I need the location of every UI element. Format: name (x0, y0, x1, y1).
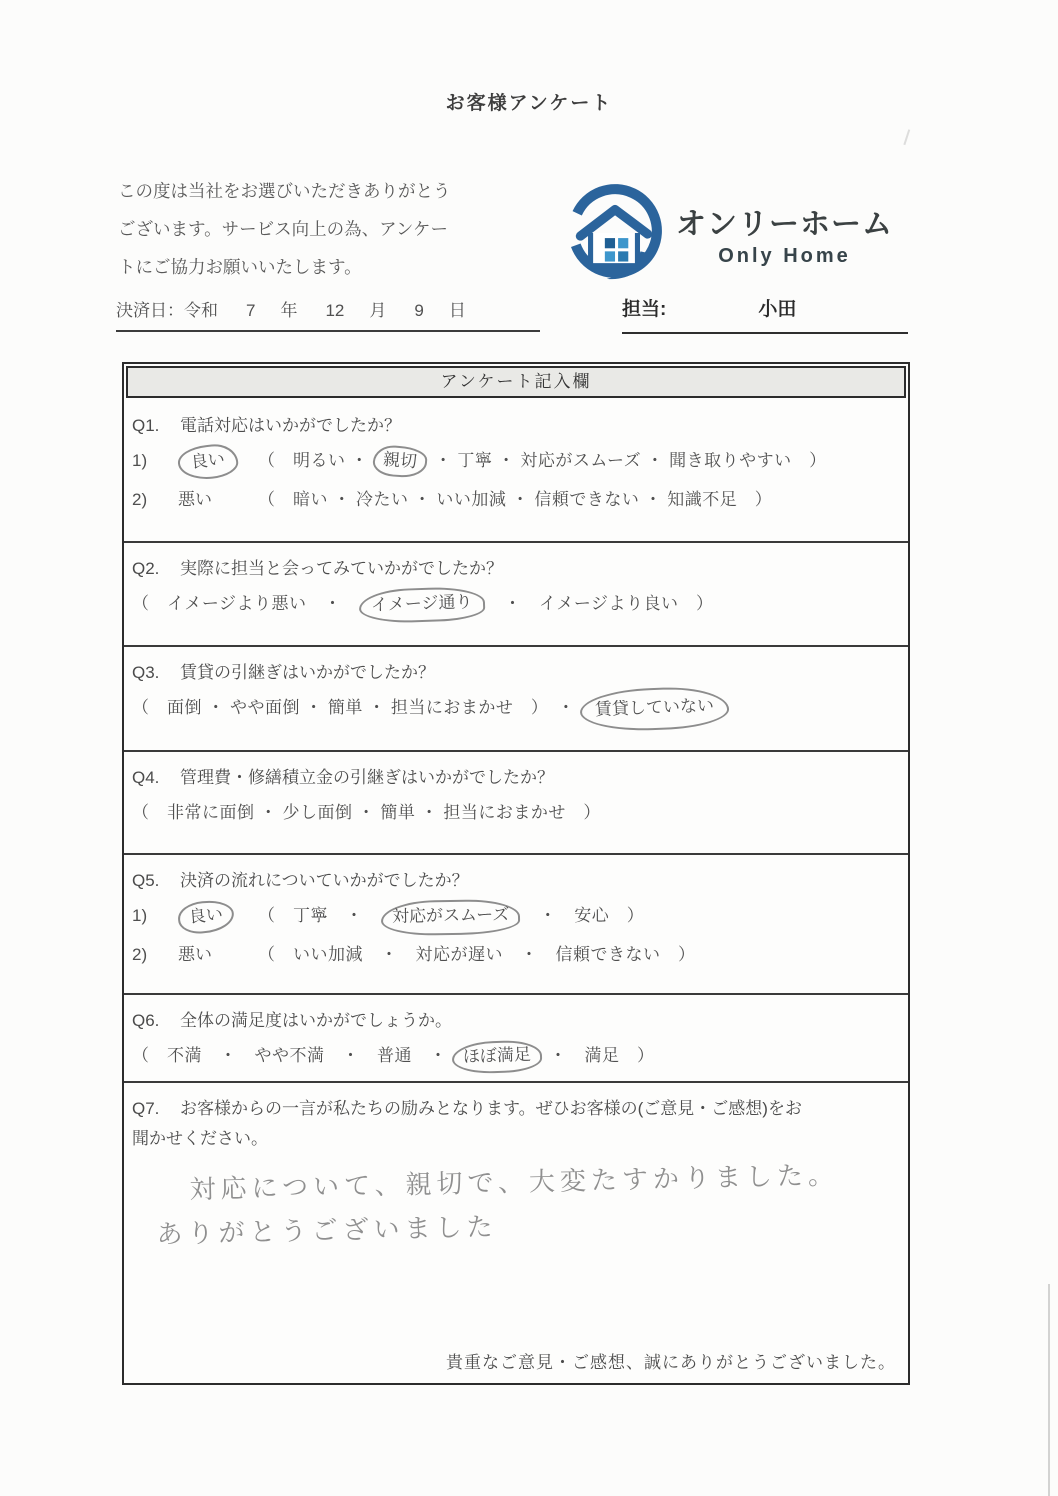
question-id: Q7. (132, 1099, 160, 1118)
option-segment: ・ 安心 ） (521, 906, 645, 925)
question-line (132, 658, 896, 688)
question-text: 管理費・修繕積立金の引継ぎはいかがでしたか？ (180, 768, 554, 787)
answer-label: 悪い (178, 490, 212, 509)
question-section-q6 (124, 995, 908, 1083)
handwritten-line-1: 対応について、親切で、大変たすかりました。 (189, 1159, 840, 1205)
staff-name: 小田 (758, 299, 797, 320)
handwritten-line-2: ありがとうございました (156, 1211, 498, 1250)
question-section-q7 (124, 1083, 908, 1383)
option-segment: （ いい加減 ・ 対応が遅い ・ 信頼できない ） (258, 945, 696, 964)
circled-answer-smooth: 対応がスムーズ (380, 899, 520, 936)
question-section-q3 (124, 647, 908, 752)
date-label: 決済日：令和 (116, 301, 218, 320)
circled-answer-kind: 親切 (372, 444, 428, 478)
option-row (132, 480, 896, 519)
question-id: Q4. (132, 768, 160, 787)
answer-label: 悪い (178, 945, 212, 964)
answer-label (178, 441, 258, 480)
question-id: Q2. (132, 559, 160, 578)
house-logo-icon (560, 180, 666, 286)
question-text: 電話対応はいかがでしたか？ (180, 416, 401, 435)
question-section-q2 (124, 543, 908, 647)
question-id: Q5. (132, 871, 160, 890)
question-line (132, 1094, 896, 1124)
circled-answer-mostly-satisfied: ほぼ満足 (452, 1039, 543, 1074)
intro-line-1: この度は当社をお選びいただきありがとう (118, 181, 451, 201)
staff-row (622, 294, 908, 334)
brand-name-jp: オンリーホーム (676, 207, 893, 241)
question-line (132, 554, 896, 584)
circled-answer-good: 良い (177, 899, 236, 936)
question-text: お客様からの一言が私たちの励みとなります。ぜひお客様の(ご意見・ご感想)をお (180, 1099, 802, 1118)
page-title: お客様アンケート (445, 93, 613, 114)
intro-text (118, 172, 558, 286)
option-segment: （ 明るい ・ (258, 451, 374, 470)
question-section-q4 (124, 752, 908, 855)
option-segment: （ 面倒 ・ やや面倒 ・ 簡単 ・ 担当におまかせ ） ・ (132, 698, 581, 717)
option-segment: （ 丁寧 ・ (258, 906, 381, 925)
company-logo (560, 180, 893, 286)
date-month-value: 12 (325, 301, 345, 320)
question-id: Q3. (132, 663, 160, 682)
option-row (132, 896, 896, 935)
row-number: 2) (132, 945, 148, 964)
option-row (132, 793, 896, 832)
question-text: 全体の満足度はいかがでしょうか。 (180, 1011, 452, 1030)
row-number: 1) (132, 451, 148, 470)
question-line (132, 866, 896, 896)
option-segment: （ 不満 ・ やや不満 ・ 普通 ・ (132, 1046, 453, 1065)
question-line (132, 1006, 896, 1036)
option-row (132, 441, 896, 480)
question-section-q5 (124, 855, 908, 995)
question-text-continued: 聞かせください。 (132, 1129, 268, 1148)
settlement-date-row (116, 296, 540, 332)
answer-label (178, 896, 258, 935)
date-year-value: 7 (246, 301, 256, 320)
date-day-value: 9 (414, 301, 424, 320)
option-segment: ・ 丁寧 ・ 対応がスムーズ ・ 聞き取りやすい ） (429, 451, 827, 470)
option-segment: ・ イメージより良い ） (486, 594, 714, 613)
closing-thanks: 貴重なご意見・ご感想、誠にありがとうございました。 (446, 1353, 896, 1372)
question-text: 実際に担当と会ってみていかがでしたか？ (180, 559, 503, 578)
staff-label: 担当: (622, 299, 667, 320)
brand-name-en: Only Home (718, 244, 851, 267)
circled-answer-as-imagined: イメージ通り (358, 586, 485, 624)
logo-text (676, 199, 893, 268)
scan-artifact-line (1048, 1284, 1050, 1496)
option-segment: （ イメージより悪い ・ (132, 594, 359, 613)
handwritten-comment (131, 1151, 897, 1256)
option-row (132, 1036, 896, 1075)
question-line (132, 411, 896, 441)
question-line (132, 763, 896, 793)
date-month-unit: 月 (369, 301, 387, 320)
question-text: 決済の流れについていかがでしたか？ (180, 871, 469, 890)
circled-answer-not-renting: 賃貸していない (579, 685, 729, 732)
option-segment: ・ 満足 ） (544, 1046, 655, 1065)
option-row (132, 688, 896, 728)
scan-artifact-mark (896, 127, 910, 145)
circled-answer-good: 良い (176, 442, 239, 482)
option-segment: （ 非常に面倒 ・ 少し面倒 ・ 簡単 ・ 担当におまかせ ） (132, 803, 601, 822)
option-row (132, 584, 896, 623)
option-segment: （ 暗い ・ 冷たい ・ いい加減 ・ 信頼できない ・ 知識不足 ） (258, 490, 773, 509)
question-section-q1 (124, 400, 908, 543)
date-day-unit: 日 (448, 301, 466, 320)
survey-form-box (122, 362, 910, 1385)
question-text: 賃貸の引継ぎはいかがでしたか？ (180, 663, 435, 682)
intro-line-2: ございます。サービス向上の為、アンケー (118, 219, 449, 240)
date-year-unit: 年 (280, 301, 298, 320)
option-row (132, 935, 896, 974)
survey-form-header: アンケート記入欄 (126, 366, 906, 398)
intro-line-3: トにご協力お願いいたします。 (118, 257, 362, 278)
row-number: 1) (132, 906, 148, 925)
question-id: Q1. (132, 416, 160, 435)
row-number: 2) (132, 490, 148, 509)
question-id: Q6. (132, 1011, 160, 1030)
